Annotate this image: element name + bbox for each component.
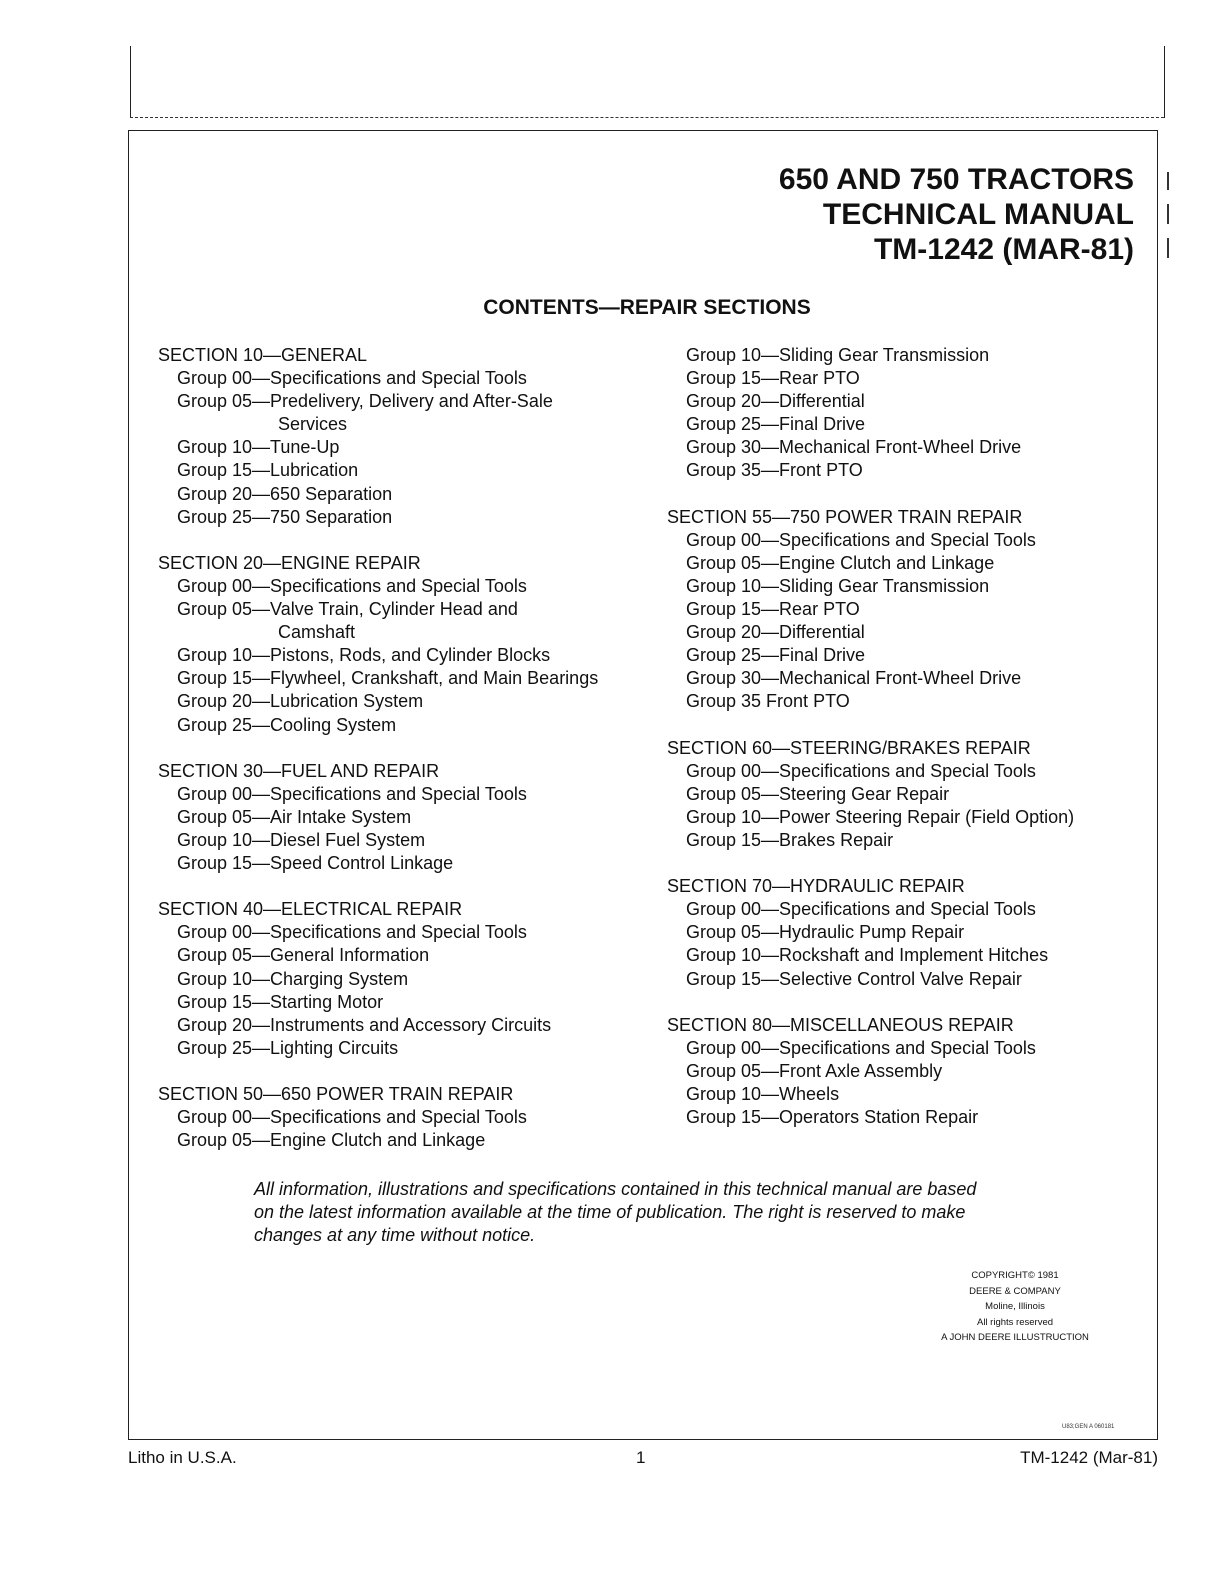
contents-section (667, 737, 1074, 852)
group-label: Group 05—Front Axle Assembly (686, 1060, 943, 1081)
group-entry (667, 1037, 1074, 1060)
group-label: Group 00—Specifications and Special Tools (686, 529, 1036, 550)
contents-section (158, 552, 598, 737)
contents-right-column (667, 344, 1074, 1152)
group-label: Group 10—Wheels (686, 1084, 840, 1104)
group-entry (667, 644, 1074, 667)
group-entry (158, 390, 598, 436)
group-entry (158, 506, 598, 529)
section-heading: SECTION 60—STEERING/BRAKES REPAIR (667, 737, 1031, 758)
group-label: Group 10—Tune-Up (177, 437, 340, 458)
section-heading: SECTION 40—ELECTRICAL REPAIR (158, 899, 463, 920)
copyright-line: All rights reserved (976, 1316, 1054, 1328)
group-label: Group 00—Specifications and Special Tools (686, 760, 1036, 781)
top-left-rule (130, 46, 131, 118)
section-heading: SECTION 55—750 POWER TRAIN REPAIR (667, 506, 1023, 527)
group-entry (667, 921, 1074, 944)
copyright-line: Moline, Illinois (985, 1301, 1045, 1312)
contents-section (667, 344, 1074, 483)
group-label: Group 15—Starting Motor (177, 991, 384, 1012)
group-label: Group 15—Brakes Repair (686, 829, 894, 850)
contents-section (158, 898, 598, 1060)
group-entry (158, 575, 598, 598)
group-label: Group 20—Lubrication System (177, 691, 424, 712)
group-label: Group 20—Differential (686, 391, 865, 412)
group-label: Group 10—Charging System (177, 968, 409, 989)
group-label: Group 05—Hydraulic Pump Repair (686, 922, 965, 943)
group-entry (667, 367, 1074, 390)
group-label: Group 35—Front PTO (686, 460, 863, 481)
disclaimer-notice (254, 1178, 1054, 1247)
group-entry (158, 483, 598, 506)
group-entry (158, 944, 598, 967)
margin-tick (1167, 204, 1169, 224)
margin-tick (1167, 172, 1169, 190)
group-label: Group 10—Power Steering Repair (Field Option) (686, 806, 1075, 827)
group-entry (667, 898, 1074, 921)
group-entry (158, 1129, 598, 1152)
group-label: Group 10—Sliding Gear Transmission (686, 575, 990, 596)
group-entry (667, 783, 1074, 806)
group-label-continuation: Camshaft (278, 622, 356, 643)
group-label: Group 25—Lighting Circuits (177, 1037, 399, 1058)
group-entry (667, 968, 1074, 991)
group-label: Group 15—Selective Control Valve Repair (686, 968, 1022, 989)
copyright-line: COPYRIGHT© 1981 (971, 1270, 1059, 1281)
copyright-block (900, 1268, 1130, 1346)
group-entry (158, 829, 598, 852)
group-label: Group 15—Speed Control Linkage (177, 853, 454, 874)
group-entry (158, 921, 598, 944)
group-label: Group 25—Cooling System (177, 714, 397, 735)
group-label: Group 00—Specifications and Special Tools (686, 899, 1036, 920)
group-label: Group 10—Pistons, Rods, and Cylinder Blocks (177, 645, 551, 666)
group-label-continuation: Services (278, 414, 348, 435)
group-label: Group 00—Specifications and Special Tools (686, 1037, 1036, 1058)
group-label: Group 05—Engine Clutch and Linkage (686, 552, 995, 573)
copyright-line: DEERE & COMPANY (969, 1285, 1061, 1297)
group-label: Group 15—Flywheel, Crankshaft, and Main Bearings (177, 668, 599, 689)
group-entry (667, 575, 1074, 598)
group-entry (158, 968, 598, 991)
contents-section (158, 760, 598, 875)
group-entry (667, 1106, 1074, 1129)
contents-heading: CONTENTS—REPAIR SECTIONS (483, 296, 811, 319)
notice-line: All information, illustrations and specifications contained in this technical manual are based (254, 1179, 977, 1199)
group-entry (158, 690, 598, 713)
group-label: Group 30—Mechanical Front-Wheel Drive (686, 437, 1022, 458)
section-heading: SECTION 10—GENERAL (158, 345, 368, 365)
notice-line: on the latest information available at the time of publication. The right is reserved to make (254, 1202, 966, 1222)
group-entry (667, 1060, 1074, 1083)
group-entry (158, 367, 598, 390)
group-entry (667, 1083, 1074, 1106)
group-label: Group 25—Final Drive (686, 645, 866, 666)
group-label: Group 05—General Information (177, 945, 430, 966)
group-entry (158, 436, 598, 459)
group-entry (667, 390, 1074, 413)
group-label: Group 10—Diesel Fuel System (177, 829, 426, 850)
group-label: Group 35 Front PTO (686, 691, 850, 712)
section-heading: SECTION 80—MISCELLANEOUS REPAIR (667, 1014, 1014, 1035)
footer-manual-id: TM-1242 (Mar-81) (1020, 1448, 1158, 1467)
group-label: Group 20—Instruments and Accessory Circuits (177, 1014, 552, 1035)
manual-title (779, 162, 1134, 267)
group-label: Group 15—Lubrication (177, 460, 359, 481)
group-entry (158, 714, 598, 737)
group-entry (158, 1014, 598, 1037)
page-number: 1 (636, 1448, 646, 1467)
group-entry (667, 598, 1074, 621)
group-label: Group 00—Specifications and Special Tools (177, 922, 527, 943)
group-entry (667, 552, 1074, 575)
title-line: 650 AND 750 TRACTORS (778, 163, 1134, 196)
group-label: Group 05—Steering Gear Repair (686, 783, 950, 804)
margin-tick (1167, 238, 1169, 258)
section-heading: SECTION 70—HYDRAULIC REPAIR (667, 876, 965, 897)
group-label: Group 30—Mechanical Front-Wheel Drive (686, 668, 1022, 689)
group-entry (667, 413, 1074, 436)
group-label: Group 00—Specifications and Special Tools (177, 368, 527, 389)
group-entry (158, 852, 598, 875)
contents-section (667, 1014, 1074, 1129)
group-label: Group 05—Valve Train, Cylinder Head and (177, 599, 518, 620)
group-label: Group 05—Predelivery, Delivery and After-Sale (177, 391, 553, 412)
top-right-rule (1164, 46, 1165, 118)
group-label: Group 00—Specifications and Special Tools (177, 575, 527, 596)
contents-left-column (158, 344, 598, 1175)
group-entry (667, 690, 1074, 713)
group-label: Group 10—Rockshaft and Implement Hitches (686, 945, 1049, 966)
group-entry (667, 944, 1074, 967)
group-label: Group 05—Engine Clutch and Linkage (177, 1130, 486, 1151)
group-entry (667, 436, 1074, 459)
section-heading: SECTION 50—650 POWER TRAIN REPAIR (158, 1084, 514, 1104)
group-entry (158, 1037, 598, 1060)
group-entry (667, 344, 1074, 367)
footer-printed-in: Litho in U.S.A. (128, 1448, 237, 1467)
group-entry (667, 806, 1074, 829)
section-heading: SECTION 30—FUEL AND REPAIR (158, 760, 440, 781)
group-entry (158, 459, 598, 482)
group-label: Group 25—750 Separation (177, 506, 393, 527)
notice-line: changes at any time without notice. (254, 1225, 536, 1245)
group-label: Group 20—650 Separation (177, 483, 393, 504)
contents-section (158, 344, 598, 529)
group-entry (667, 529, 1074, 552)
group-label: Group 00—Specifications and Special Tools (177, 1107, 527, 1128)
title-line: TECHNICAL MANUAL (822, 198, 1134, 231)
group-entry (158, 1106, 598, 1129)
group-entry (667, 459, 1074, 482)
group-entry (158, 667, 598, 690)
group-entry (158, 783, 598, 806)
group-label: Group 15—Operators Station Repair (686, 1107, 979, 1128)
group-label: Group 15—Rear PTO (686, 599, 860, 620)
print-code: U83;GEN A 060181 (1062, 1424, 1115, 1430)
group-entry (158, 991, 598, 1014)
group-label: Group 20—Differential (686, 622, 865, 643)
section-heading: SECTION 20—ENGINE REPAIR (158, 552, 421, 573)
group-label: Group 10—Sliding Gear Transmission (686, 345, 990, 365)
group-entry (158, 644, 598, 667)
contents-section (667, 875, 1074, 990)
group-label: Group 25—Final Drive (686, 414, 866, 435)
group-entry (667, 621, 1074, 644)
top-divider (130, 117, 1164, 118)
group-entry (667, 760, 1074, 783)
group-entry (158, 598, 598, 644)
contents-section (158, 1083, 598, 1152)
group-label: Group 05—Air Intake System (177, 806, 412, 827)
group-label: Group 00—Specifications and Special Tools (177, 783, 527, 804)
group-entry (667, 667, 1074, 690)
title-line: TM-1242 (MAR-81) (873, 233, 1134, 266)
contents-section (667, 506, 1074, 714)
group-entry (667, 829, 1074, 852)
group-entry (158, 806, 598, 829)
group-label: Group 15—Rear PTO (686, 368, 860, 389)
copyright-line: A JOHN DEERE ILLUSTRUCTION (941, 1332, 1089, 1343)
